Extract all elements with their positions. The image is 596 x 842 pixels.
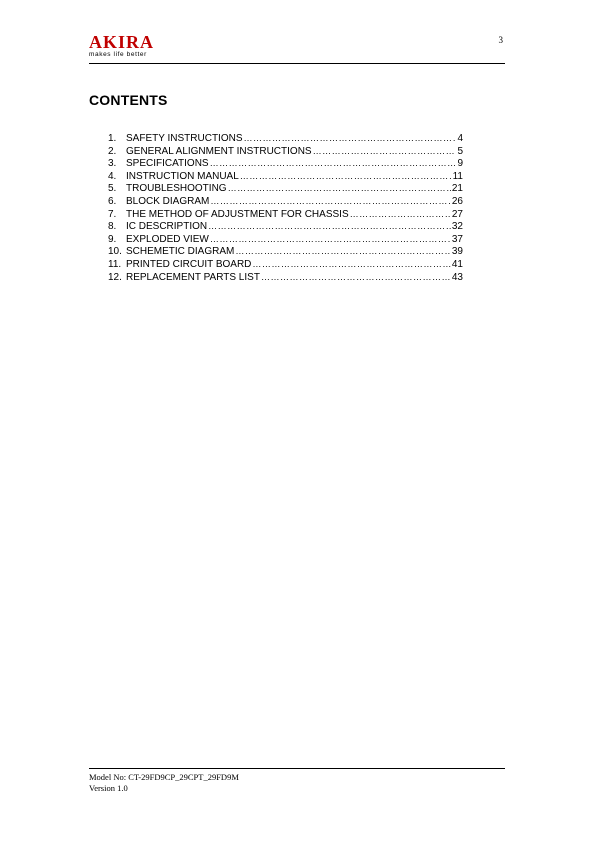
contents-title: CONTENTS — [89, 92, 168, 108]
logo-tagline: makes life better — [89, 51, 147, 58]
toc-entry[interactable] — [108, 170, 463, 183]
toc-entry-number: 7. — [108, 208, 117, 220]
toc-entry[interactable] — [108, 208, 463, 221]
toc-dot-leader — [208, 220, 451, 233]
toc-entry-number: 9. — [108, 233, 117, 245]
toc-dot-leader — [210, 195, 451, 208]
toc-entry-title: SPECIFICATIONS — [126, 158, 209, 170]
toc-entry-page: 26 — [451, 195, 463, 207]
toc-entry-number: 3. — [108, 158, 117, 170]
toc-entry-title: REPLACEMENT PARTS LIST — [126, 271, 260, 283]
footer-model-number: Model No: CT-29FD9CP_29CPT_29FD9M — [89, 772, 239, 782]
akira-logo — [89, 33, 169, 61]
toc-entry-page: 11 — [452, 170, 463, 182]
toc-entry[interactable] — [108, 132, 463, 145]
logo-brand-text: AKIRA — [89, 32, 155, 52]
table-of-contents — [108, 132, 463, 283]
toc-entry-number: 2. — [108, 145, 117, 157]
toc-entry-page: 4 — [457, 133, 463, 144]
toc-entry[interactable] — [108, 182, 463, 195]
toc-entry[interactable] — [108, 245, 463, 258]
toc-entry[interactable] — [108, 220, 463, 233]
toc-dot-leader — [235, 245, 451, 258]
toc-entry-title: SAFETY INSTRUCTIONS — [126, 133, 243, 144]
toc-entry-page: 9 — [457, 158, 463, 170]
toc-dot-leader — [228, 182, 451, 195]
toc-entry-title: SCHEMETIC DIAGRAM — [126, 246, 235, 258]
page-number: 3 — [498, 35, 503, 45]
toc-dot-leader — [350, 208, 451, 221]
toc-entry[interactable] — [108, 195, 463, 208]
toc-entry-title: INSTRUCTION MANUAL — [126, 170, 239, 182]
toc-entry-title: BLOCK DIAGRAM — [126, 195, 210, 207]
toc-entry-number: 5. — [108, 183, 117, 195]
toc-dot-leader — [261, 271, 451, 284]
toc-entry-page: 43 — [451, 271, 463, 283]
toc-entry-page: 27 — [451, 208, 463, 220]
toc-dot-leader — [244, 132, 457, 145]
toc-entry-title: PRINTED CIRCUIT BOARD — [126, 258, 252, 270]
toc-entry-page: 5 — [457, 145, 463, 157]
toc-entry[interactable] — [108, 271, 463, 284]
toc-entry-page: 41 — [451, 258, 463, 270]
toc-entry-title: TROUBLESHOOTING — [126, 183, 227, 195]
toc-entry-page: 21 — [451, 183, 463, 195]
toc-entry-number: 11. — [108, 258, 122, 270]
page-header — [89, 33, 505, 64]
toc-entry-number: 12. — [108, 271, 122, 283]
toc-entry[interactable] — [108, 145, 463, 158]
footer-version: Version 1.0 — [89, 783, 128, 793]
toc-entry-number: 1. — [108, 133, 117, 144]
toc-entry-page: 37 — [451, 233, 463, 245]
toc-dot-leader — [210, 157, 457, 170]
toc-entry-page: 32 — [451, 221, 463, 233]
page-footer — [89, 768, 505, 794]
toc-dot-leader — [210, 233, 451, 246]
toc-entry-title: THE METHOD OF ADJUSTMENT FOR CHASSIS — [126, 208, 349, 220]
toc-entry-title: IC DESCRIPTION — [126, 221, 208, 233]
toc-entry-number: 4. — [108, 170, 117, 182]
toc-entry-number: 6. — [108, 195, 117, 207]
toc-entry-page: 39 — [451, 246, 463, 258]
toc-entry[interactable] — [108, 157, 463, 170]
toc-dot-leader — [313, 145, 457, 158]
toc-entry-title: EXPLODED VIEW — [126, 233, 209, 245]
toc-entry[interactable] — [108, 258, 463, 271]
toc-entry[interactable] — [108, 233, 463, 246]
toc-entry-number: 8. — [108, 221, 117, 233]
toc-dot-leader — [252, 258, 450, 271]
toc-entry-title: GENERAL ALIGNMENT INSTRUCTIONS — [126, 145, 312, 157]
toc-dot-leader — [240, 170, 452, 183]
toc-entry-number: 10. — [108, 246, 122, 258]
